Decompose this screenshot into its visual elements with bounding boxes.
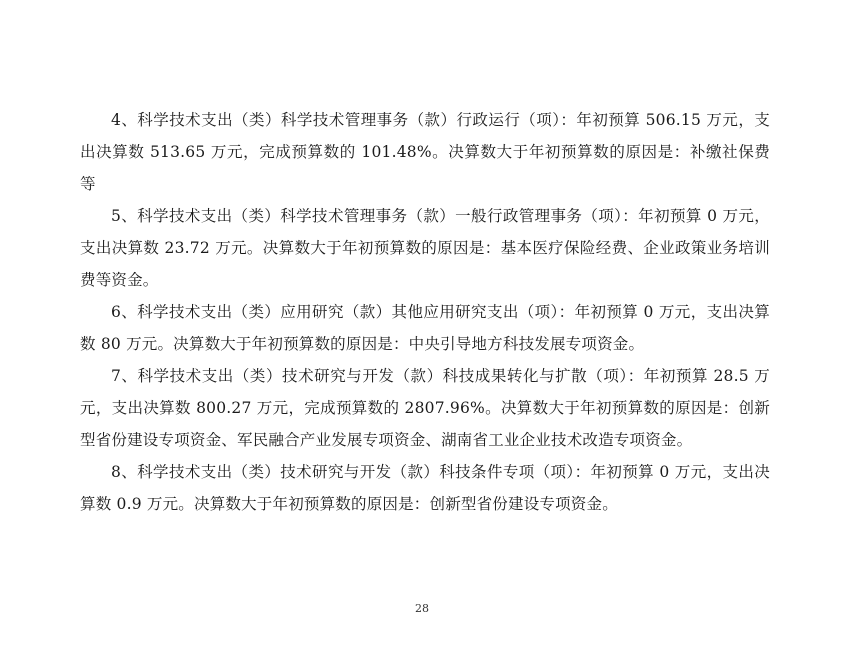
paragraph-item-6: 6、科学技术支出（类）应用研究（款）其他应用研究支出（项）：年初预算 0 万元，支出决算数 80 万元。决算数大于年初预算数的原因是：中央引导地方科技发展专项资金。 xyxy=(80,303,770,353)
paragraph-item-5: 5、科学技术支出（类）科学技术管理事务（款）一般行政管理事务（项）：年初预算 0 万元，支出决算数 23.72 万元。决算数大于年初预算数的原因是：基本医疗保险经费、企业政策业务培训费等资金。 xyxy=(80,207,770,289)
page-number: 28 xyxy=(415,602,429,615)
paragraph-item-8: 8、科学技术支出（类）技术研究与开发（款）科技条件专项（项）：年初预算 0 万元，支出决算数 0.9 万元。决算数大于年初预算数的原因是：创新型省份建设专项资金。 xyxy=(80,463,770,513)
paragraph-item-4: 4、科学技术支出（类）科学技术管理事务（款）行政运行（项）：年初预算 506.15 万元，支出决算数 513.65 万元，完成预算数的 101.48%。决算数大于年初预算数的原因是：补缴社保费等 xyxy=(80,111,770,193)
document-body xyxy=(80,104,770,520)
paragraph-item-7: 7、科学技术支出（类）技术研究与开发（款）科技成果转化与扩散（项）：年初预算 28.5 万元，支出决算数 800.27 万元，完成预算数的 2807.96%。决算数大于年初预算数的原因是：创新型省份建设专项资金、军民融合产业发展专项资金、湖南省工业企业技术改造专项资金。 xyxy=(80,367,770,449)
